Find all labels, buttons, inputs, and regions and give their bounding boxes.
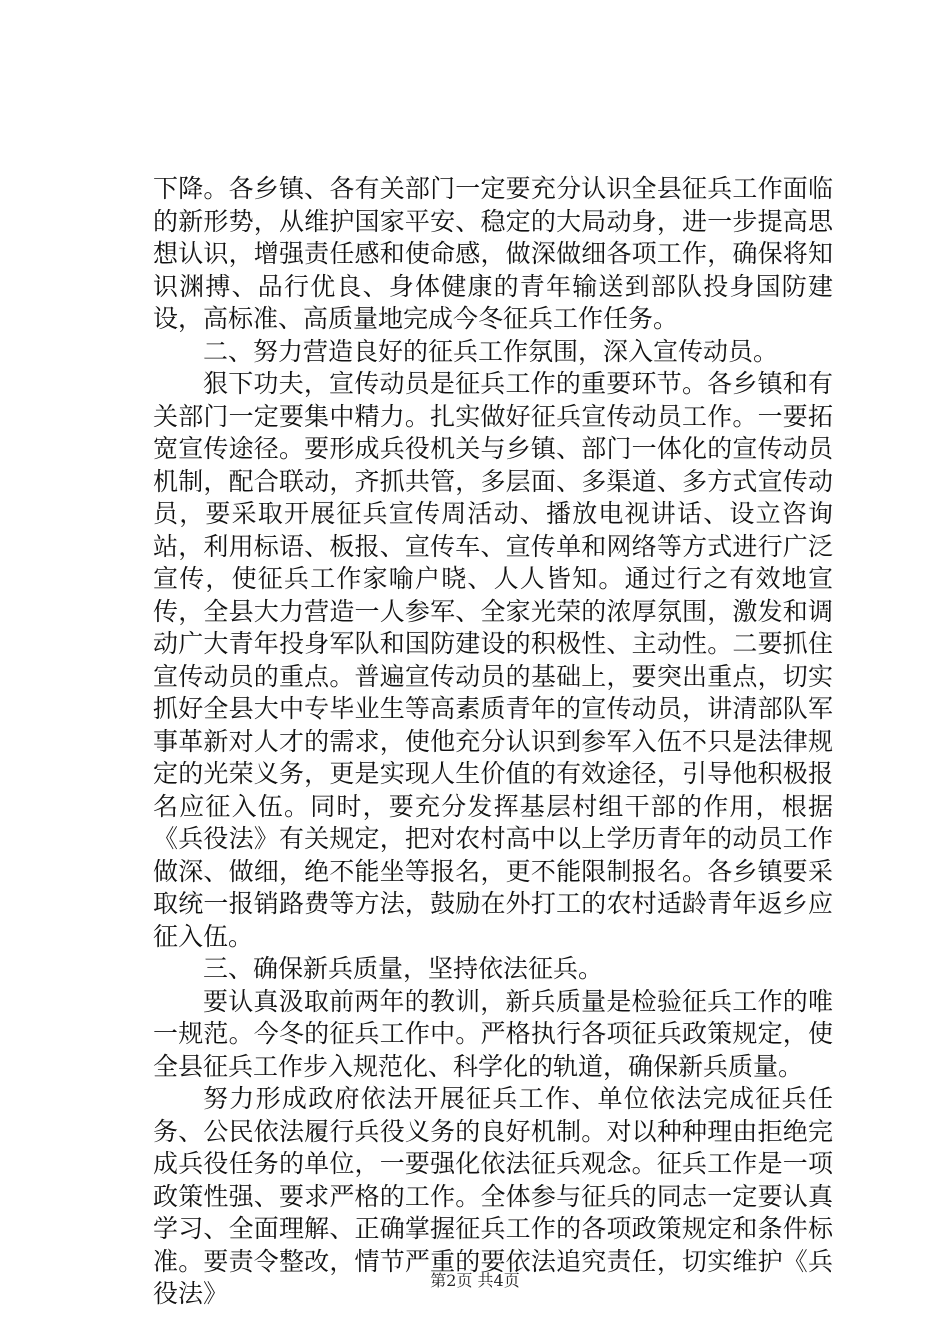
section-heading-2: 二、努力营造良好的征兵工作氛围，深入宣传动员。 (203, 336, 779, 366)
paragraph-quality: 要认真汲取前两年的教训，新兵质量是检验征兵工作的唯一规范。今冬的征兵工作中。严格执行各项征兵政策规定，使全县征兵工作步入规范化、科学化的轨道，确保新兵质量。 (153, 986, 833, 1081)
paragraph-publicity: 狠下功夫，宣传动员是征兵工作的重要环节。各乡镇和有关部门一定要集中精力。扎实做好征兵宣传动员工作。一要拓宽宣传途径。要形成兵役机关与乡镇、部门一体化的宣传动员机制，配合联动，齐抓共管，多层面、多渠道、多方式宣传动员，要采取开展征兵宣传周活动、播放电视讲话、设立咨询站，利用标语、板报、宣传车、宣传单和网络等方式进行广泛宣传，使征兵工作家喻户晓、人人皆知。通过行之有效地宣传，全县大力营造一人参军、全家光荣的浓厚氛围，激发和调动广大青年投身军队和国防建设的积极性、主动性。二要抓住宣传动员的重点。普遍宣传动员的基础上，要突出重点，切实抓好全县大中专毕业生等高素质青年的宣传动员，讲清部队军事革新对人才的需求，使他充分认识到参军入伍不只是法律规定的光荣义务，更是实现人生价值的有效途径，引导他积极报名应征入伍。同时，要充分发挥基层村组干部的作用，根据《兵役法》有关规定，把对农村高中以上学历青年的动员工作做深、做细，绝不能坐等报名，更不能限制报名。各乡镇要采取统一报销路费等方法，鼓励在外打工的农村适龄青年返乡应征入伍。 (153, 369, 833, 951)
page-number-footer: 第2页 共4页 (430, 1271, 520, 1290)
document-body (153, 173, 833, 1311)
section-heading-3: 三、确保新兵质量，坚持依法征兵。 (203, 954, 604, 983)
paragraph-continuation: 下降。各乡镇、各有关部门一定要充分认识全县征兵工作面临的新形势，从维护国家平安、稳定的大局动身，进一步提高思想认识，增强责任感和使命感，做深做细各项工作，确保将知识渊搏、品行优良、身体健康的青年输送到部队投身国防建设，高标准、高质量地完成今冬征兵工作任务。 (153, 174, 833, 333)
paragraph-law: 努力形成政府依法开展征兵工作、单位依法完成征兵任务、公民依法履行兵役义务的良好机制。对以种种理由拒绝完成兵役任务的单位，一要强化依法征兵观念。征兵工作是一项政策性强、要求严格的工作。全体参与征兵的同志一定要认真学习、全面理解、正确掌握征兵工作的各项政策规定和条件标准。要责令整改，情节严重的要依法追究责任，切实维护《兵役法》 (153, 1084, 833, 1308)
